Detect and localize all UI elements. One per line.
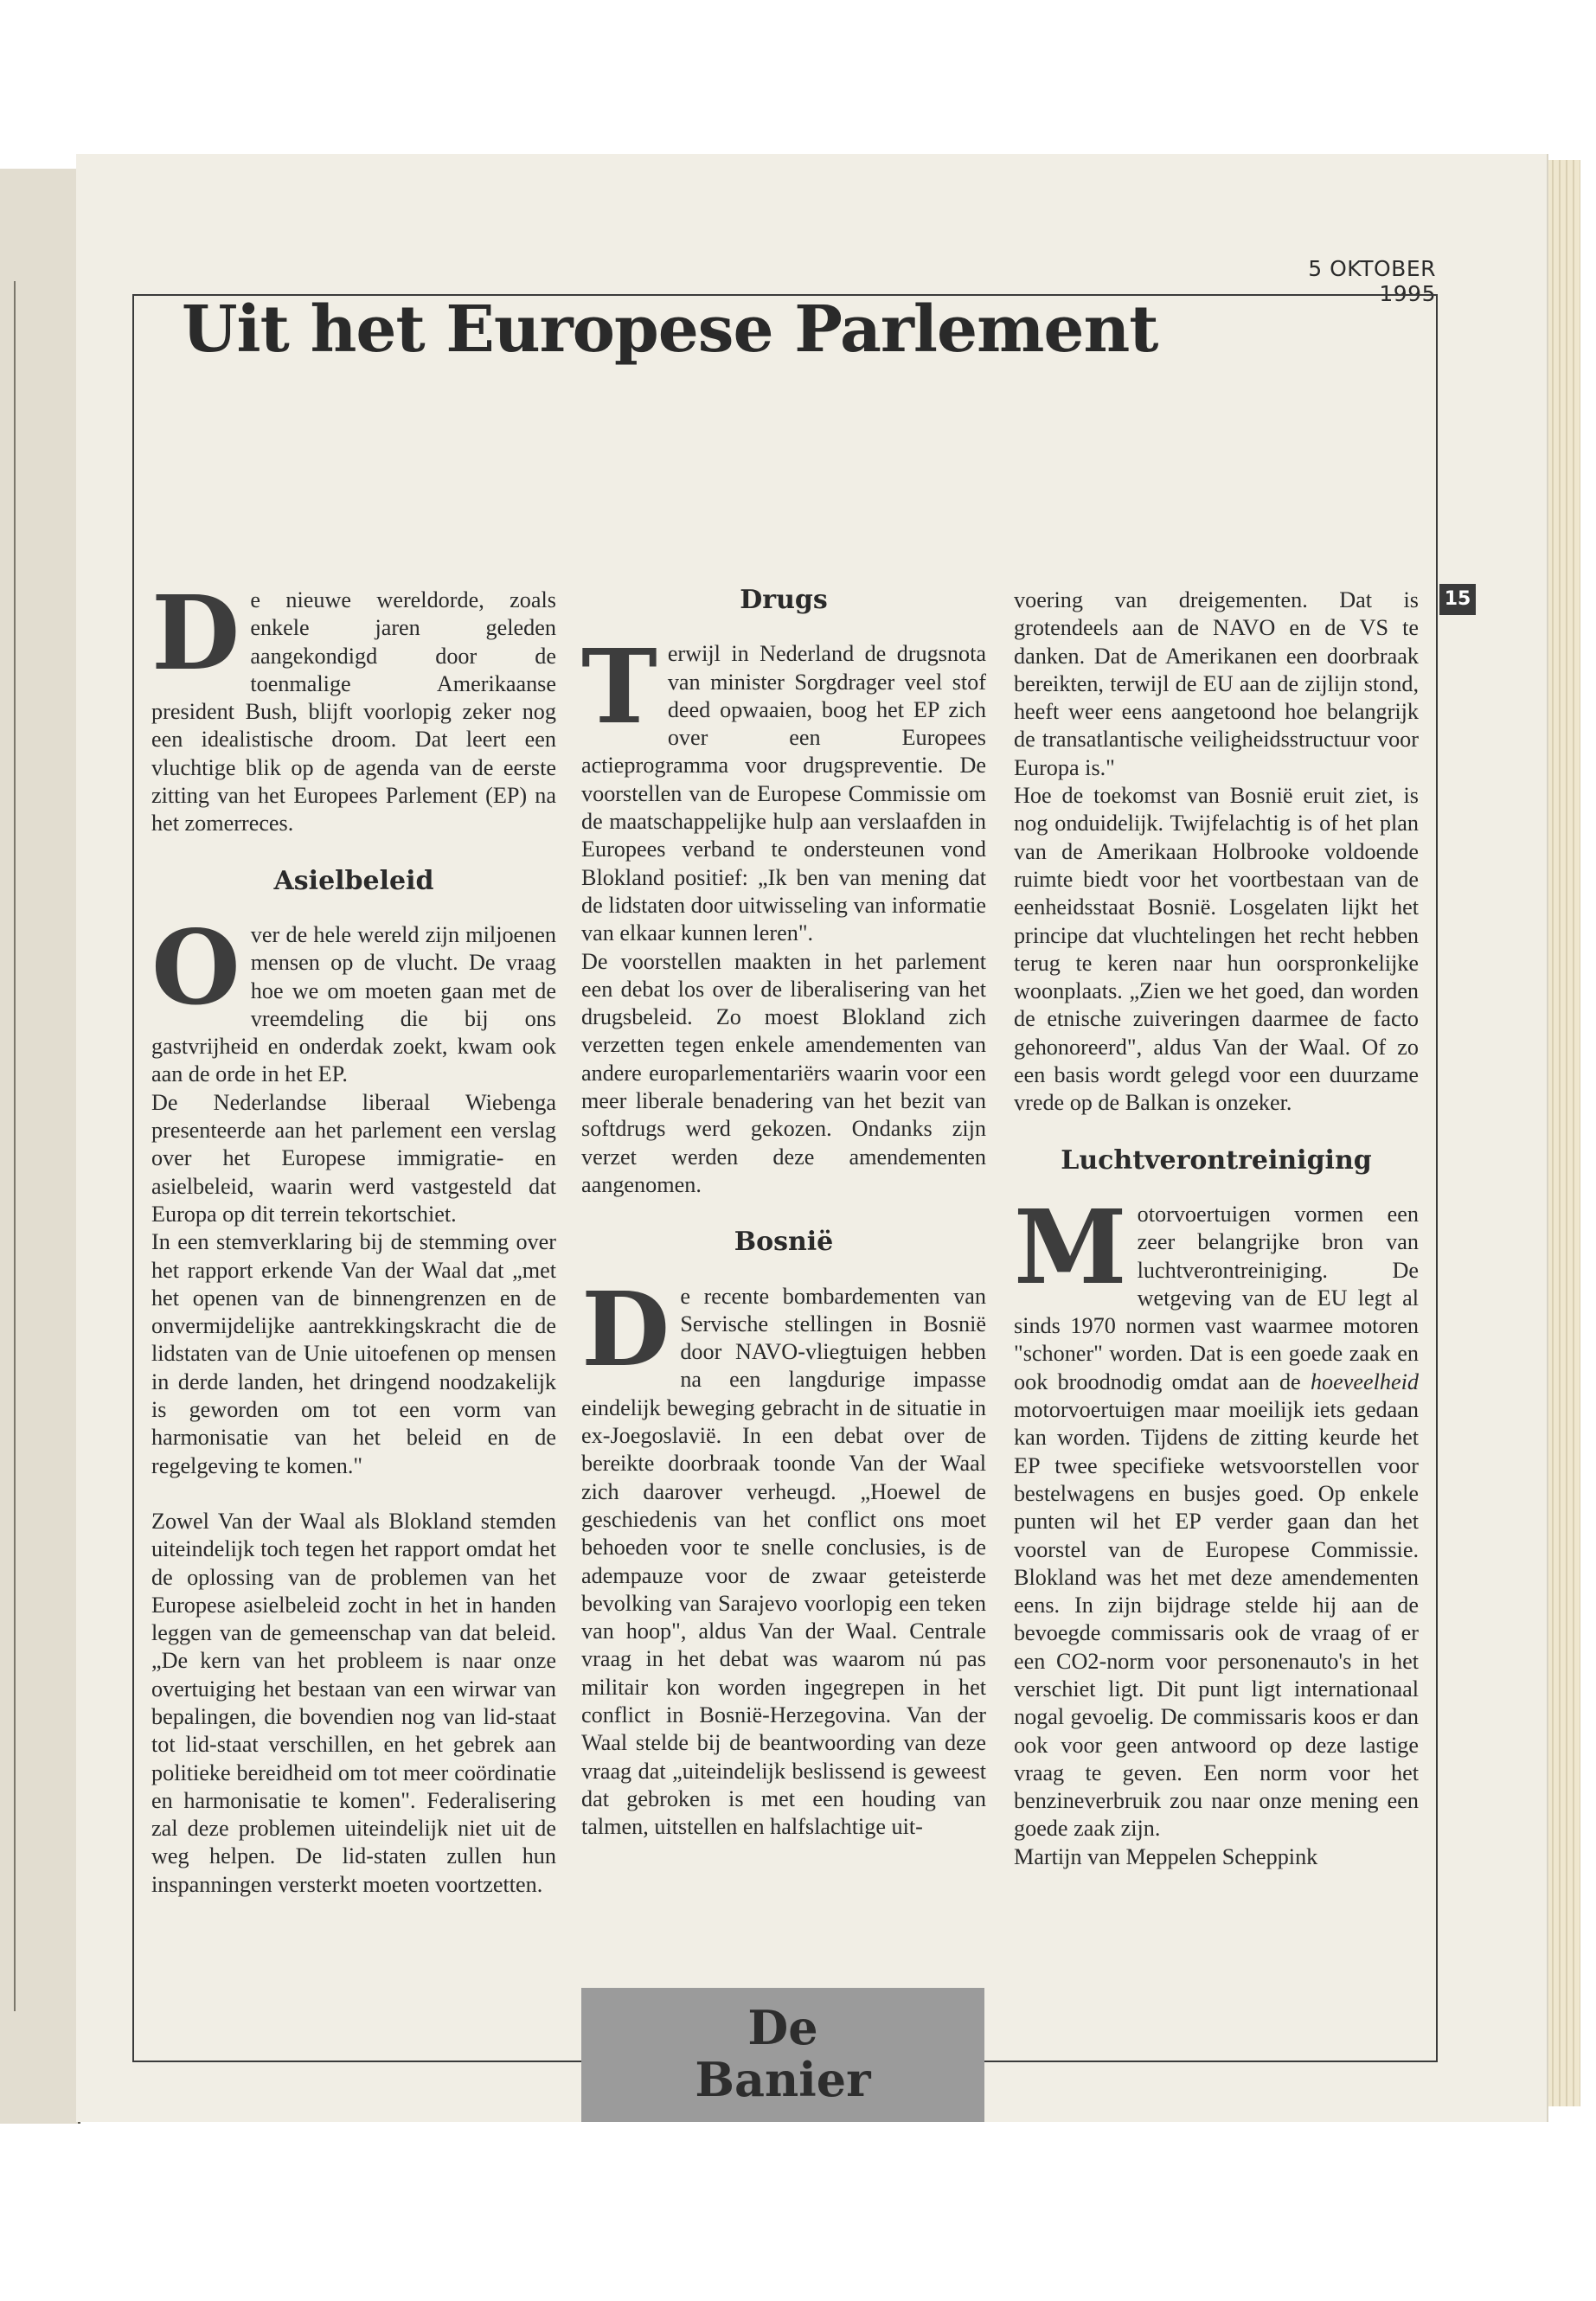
paragraph: Over de hele wereld zijn miljoenen mensen op de vlucht. De vraag hoe we om moeten gaan met de vreemdeling die bij ons gastvrijheid en onderdak zoekt, kwam ook aan de orde in het EP. xyxy=(151,907,556,1087)
column-2 xyxy=(581,586,986,1841)
logo-text-line2: Banier xyxy=(695,2052,871,2107)
page-number-badge: 15 xyxy=(1439,584,1476,615)
paragraph: De voorstellen maakten in het parlement een debat los over de liberalisering van het drugsbeleid. Zo moest Blokland zich verzetten tegen enkele amendementen van andere europarlementariërs waarin voor een meer liberale benadering van het bezit van softdrugs werd gekozen. Ondanks zijn verzet werden deze amendementen aangenomen. xyxy=(581,948,986,1197)
paragraph: Terwijl in Nederland de drugsnota van minister Sorgdrager veel stof deed opwaaien, boog het EP zich over een Europees actieprogramma voor drugspreventie. De voorstellen van de Europese Commissie om de maatschappelijke hulp aan verslaafden in Europees verband te ondersteunen vond Blokland positief: „Ik ben van mening dat de lidstaten door uitwisseling van informatie van elkaar kunnen leren". xyxy=(581,626,986,946)
intro-paragraph: De nieuwe wereldorde, zoals enkele jaren geleden aangekondigd door de toenmalige Amerikaanse president Bush, blijft voorlopig zeker nog een idealistische droom. Dat leert een vluchtige blik op de agenda van de eerste zitting van het Europees Parlement (EP) na het zomerreces. xyxy=(151,573,556,836)
column-1 xyxy=(151,573,556,1899)
paragraph: De recente bombardementen van Servische stellingen in Bosnië door NAVO-vliegtuigen hebben na een langdurige impasse eindelijk beweging gebracht in de situatie in ex-Joegoslavië. In een debat over de bereikte doorbraak toonde Van der Waal zich daarover verheugd. „Hoewel de geschiedenis van het conflict ons moet behoeden voor te snelle conclusies, is de adempauze voor de zwaar geteisterde bevolking van Sarajevo voorlopig een teken van hoop", aldus Van der Waal. Centrale vraag in het debat was waarom nú pas militair kon worden ingegrepen in het conflict in Bosnië-Herzegovina. Van der Waal stelde bij de beantwoording van deze vraag dat „uiteindelijk beslissend is geweest dat gebroken is met een houding van talmen, uitstellen en halfslachtige uit- xyxy=(581,1268,986,1840)
book-left-edge xyxy=(0,169,80,2124)
page-edge-line xyxy=(3,281,16,2011)
drop-cap: O xyxy=(151,907,240,1028)
paragraph: Hoe de toekomst van Bosnië eruit ziet, is nog onduidelijk. Twijfelachtig is of het plan van de Amerikaan Holbrooke voldoende ruimte biedt voor het voortbestaan van de eenheidsstaat Bosnië. Losgelaten lijkt het principe dat vluchtelingen het recht hebben terug te keren naar hun oorspronkelijke woonplaats. „Zien we het goed, dan worden de etnische zuiveringen daarmee de facto gehonoreerd", aldus Van der Waal. Of zo een basis wordt gelegd voor een duurzame vrede op de Balkan is onzeker. xyxy=(1014,783,1419,1116)
author-byline: Martijn van Meppelen Scheppink xyxy=(1014,1843,1318,1869)
issue-date: 5 OKTOBER 1995 xyxy=(1308,256,1436,306)
drop-cap: D xyxy=(581,1268,670,1389)
column-3 xyxy=(1014,586,1419,1871)
paragraph: Zowel Van der Waal als Blokland stemden uiteindelijk toch tegen het rapport omdat het de oplossing van de problemen van het Europese asielbeleid zocht in het in handen leggen van de gemeenschap van dat beleid. „De kern van het probleem is naar onze overtuiging het bestaan van een wirwar van bepalingen, die bovendien nog van lid-staat tot lid-staat verschillen, en het gebrek aan politieke bereidheid om tot meer coördinatie en harmonisatie te komen". Federalisering zal deze problemen uiteindelijk niet uit de weg helpen. De lid-staten zullen hun inspanningen versterkt moeten voortzetten. xyxy=(151,1508,556,1897)
paragraph: De Nederlandse liberaal Wiebenga presenteerde aan het parlement een verslag over het Europese immigratie- en asielbeleid, waarin werd vastgesteld dat Europa op dit terrein tekortschiet. xyxy=(151,1089,556,1227)
de-banier-logo xyxy=(581,1988,984,2122)
emphasis: hoeveelheid xyxy=(1310,1368,1419,1394)
page-title: Uit het Europese Parlement xyxy=(182,292,1158,367)
paragraph: voering van dreigementen. Dat is grotendeels aan de NAVO en de VS te danken. Dat de Amerikanen een doorbraak bereikten, terwijl de EU aan de zijlijn stond, heeft weer eens aangetoond hoe belangrijk de transatlantische veiligheidsstructuur voor Europa is." xyxy=(1014,587,1419,780)
section-heading-bosnie: Bosnië xyxy=(734,1227,834,1258)
drop-cap: D xyxy=(151,573,240,693)
section-heading-luchtverontreiniging: Luchtverontreiniging xyxy=(1061,1144,1372,1176)
section-heading-drugs: Drugs xyxy=(740,585,828,615)
drop-cap: T xyxy=(581,626,657,747)
logo-text-line1: De xyxy=(747,2000,818,2055)
section-heading-asielbeleid: Asielbeleid xyxy=(273,865,434,896)
paragraph: Motorvoertuigen vormen een zeer belangrijke bron van luchtverontreiniging. De wetgeving van de EU legt al sinds 1970 normen vast waarmee motoren "schoner" worden. Dat is een goede zaak en ook broodnodig omdat aan de hoeveelheid motorvoertuigen maar moeilijk iets gedaan kan worden. Tijdens de zitting keurde het EP twee specifieke wetsvoorstellen voor bestelwagens en busjes goed. Op enkele punten wil het EP verder gaan dan het voorstel van de Europese Commissie. Blokland was het met deze amendementen eens. In zijn bijdrage stelde hij aan de bevoegde commissaris ook de vraag of er een CO2-norm voor personenauto's in het verschiet ligt. Dit punt ligt internationaal nogal gevoelig. De commissaris koos er dan ook voor geen antwoord op deze lastige vraag te geven. Een norm voor het benzineverbruik zou naar onze mening een goede zaak zijn. xyxy=(1014,1186,1419,1842)
drop-cap: M xyxy=(1014,1186,1127,1307)
paragraph: In een stemverklaring bij de stemming over het rapport erkende Van der Waal dat „met het openen van de binnengrenzen en de onvermijdelijke aantrekkingskracht die de lidstaten van de Unie uitoefenen op mensen in derde landen, het dringend noodzakelijk is geworden om tot een vorm van harmonisatie van het beleid en de regelgeving te komen." xyxy=(151,1229,556,1478)
